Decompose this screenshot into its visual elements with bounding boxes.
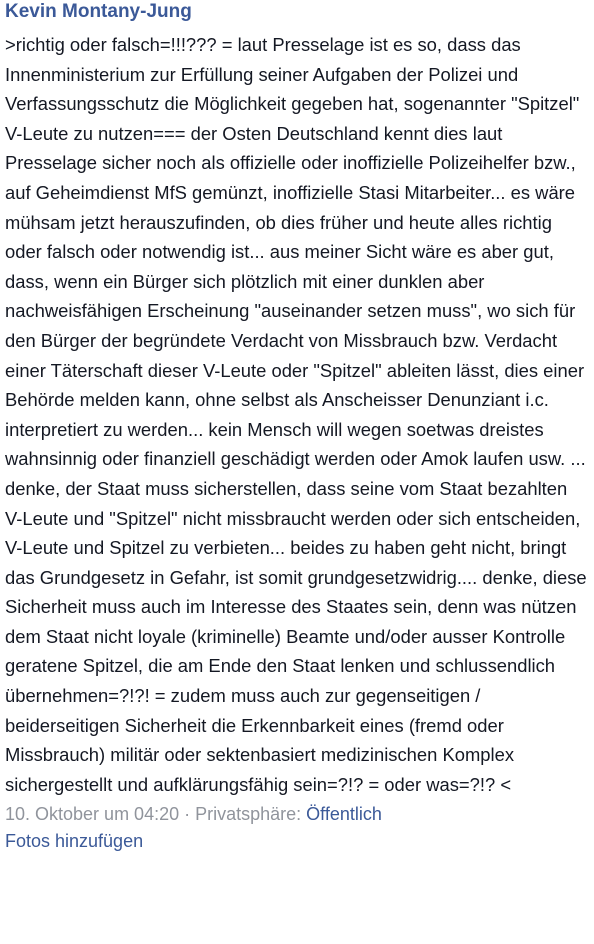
privacy-setting-link[interactable]: Öffentlich [306, 804, 382, 825]
author-name-link[interactable]: Kevin Montany-Jung [5, 1, 192, 22]
post-text: >richtig oder falsch=!!!??? = laut Presselage ist es so, dass das Innenministerium zur Erfüllung seiner Aufgaben der Polizei und Verfassungsschutz die Möglichkeit gegeben hat, sogenannter "Spitzel" V-Leute zu nutzen=== der Osten Deutschland kennt dies laut Presselage sicher noch als offizielle oder inoffizielle Polizeihelfer bzw., auf Geheimdienst MfS gemünzt, inoffizielle Stasi Mitarbeiter... es wäre mühsam jetzt herauszufinden, ob dies früher und heute alles richtig oder falsch oder notwendig ist... aus meiner Sicht wäre es aber gut, dass, wenn ein Bürger sich plötzlich mit einer dunklen aber nachweisfähigen Erscheinung "auseinander setzen muss", wo sich für den Bürger der begründete Verdacht von Missbrauch bzw. Verdacht einer Täterschaft dieser V-Leute oder "Spitzel" ableiten lässt, dies einer Behörde melden kann, ohne selbst als Anscheisser Denunziant i.c. interpretiert zu werden... kein Mensch will wegen soetwas dreistes wahnsinnig oder finanziell geschädigt werden oder Amok laufen usw. ... denke, der Staat muss sicherstellen, dass seine vom Staat bezahlten V-Leute und "Spitzel" nicht missbraucht werden oder sich entscheiden, V-Leute und Spitzel zu verbieten... beides zu haben geht nicht, bringt das Grundgesetz in Gefahr, ist somit grundgesetzwidrig.... denke, diese Sicherheit muss auch im Interesse des Staates sein, denn was nützen dem Staat nicht loyale (kriminelle) Beamte und/oder ausser Kontrolle geratene Spitzel, die am Ende den Staat lenken und schlussendlich übernehmen=?!?! = zudem muss auch zur gegenseitigen / beiderseitigen Sicherheit die Erkennbarkeit eines (fremd oder Missbrauch) militär oder sektenbasiert medizinischen Komplex sichergestellt und aufklärungsfähig sein=?!? = oder was=?!? < [5, 34, 587, 795]
post-timestamp[interactable]: 10. Oktober um 04:20 [5, 804, 180, 825]
post [5, 0, 589, 854]
post-meta [5, 799, 589, 829]
add-photos-link[interactable]: Fotos hinzufügen [5, 831, 144, 852]
meta-separator: · [179, 804, 196, 825]
privacy-label: Privatsphäre: [195, 804, 307, 825]
